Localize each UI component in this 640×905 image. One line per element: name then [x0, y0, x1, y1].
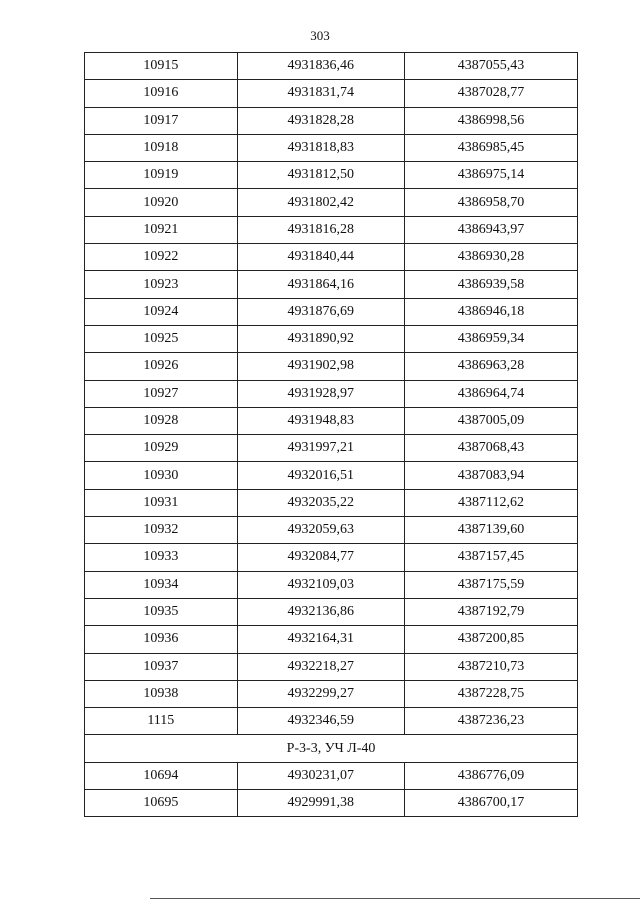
y-coordinate-cell: 4387112,62 — [404, 489, 577, 516]
x-coordinate-cell: 4932136,86 — [237, 598, 404, 625]
point-id-cell: 10934 — [85, 571, 238, 598]
table-row — [85, 271, 578, 298]
x-coordinate-cell: 4932059,63 — [237, 517, 404, 544]
x-coordinate-cell: 4932084,77 — [237, 544, 404, 571]
table-row — [85, 216, 578, 243]
x-coordinate-cell: 4931816,28 — [237, 216, 404, 243]
y-coordinate-cell: 4386975,14 — [404, 162, 577, 189]
y-coordinate-cell: 4387200,85 — [404, 626, 577, 653]
table-row — [85, 189, 578, 216]
table-row — [85, 134, 578, 161]
y-coordinate-cell: 4387192,79 — [404, 598, 577, 625]
table-row — [85, 435, 578, 462]
y-coordinate-cell: 4386946,18 — [404, 298, 577, 325]
table-row — [85, 653, 578, 680]
table-row — [85, 762, 578, 789]
table-row — [85, 380, 578, 407]
y-coordinate-cell: 4386939,58 — [404, 271, 577, 298]
table-row — [85, 298, 578, 325]
table-row — [85, 244, 578, 271]
x-coordinate-cell: 4931997,21 — [237, 435, 404, 462]
point-id-cell: 10928 — [85, 407, 238, 434]
table-row — [85, 162, 578, 189]
point-id-cell: 10920 — [85, 189, 238, 216]
table-row — [85, 626, 578, 653]
table-row — [85, 790, 578, 817]
point-id-cell: 10695 — [85, 790, 238, 817]
section-header-row — [85, 735, 578, 762]
table-row — [85, 325, 578, 352]
x-coordinate-cell: 4931818,83 — [237, 134, 404, 161]
y-coordinate-cell: 4386959,34 — [404, 325, 577, 352]
y-coordinate-cell: 4386963,28 — [404, 353, 577, 380]
y-coordinate-cell: 4386700,17 — [404, 790, 577, 817]
x-coordinate-cell: 4931840,44 — [237, 244, 404, 271]
table-row — [85, 544, 578, 571]
x-coordinate-cell: 4932109,03 — [237, 571, 404, 598]
table-row — [85, 107, 578, 134]
point-id-cell: 1115 — [85, 708, 238, 735]
x-coordinate-cell: 4931948,83 — [237, 407, 404, 434]
section-title: Р-3-3, УЧ Л-40 — [85, 735, 578, 762]
y-coordinate-cell: 4387005,09 — [404, 407, 577, 434]
point-id-cell: 10930 — [85, 462, 238, 489]
point-id-cell: 10918 — [85, 134, 238, 161]
y-coordinate-cell: 4386964,74 — [404, 380, 577, 407]
table-row — [85, 598, 578, 625]
y-coordinate-cell: 4387139,60 — [404, 517, 577, 544]
y-coordinate-cell: 4387157,45 — [404, 544, 577, 571]
point-id-cell: 10937 — [85, 653, 238, 680]
coordinate-table — [84, 52, 578, 817]
y-coordinate-cell: 4387083,94 — [404, 462, 577, 489]
x-coordinate-cell: 4932035,22 — [237, 489, 404, 516]
y-coordinate-cell: 4387236,23 — [404, 708, 577, 735]
table-row — [85, 517, 578, 544]
y-coordinate-cell: 4386930,28 — [404, 244, 577, 271]
point-id-cell: 10923 — [85, 271, 238, 298]
point-id-cell: 10936 — [85, 626, 238, 653]
x-coordinate-cell: 4931890,92 — [237, 325, 404, 352]
x-coordinate-cell: 4932218,27 — [237, 653, 404, 680]
point-id-cell: 10931 — [85, 489, 238, 516]
point-id-cell: 10938 — [85, 680, 238, 707]
y-coordinate-cell: 4387055,43 — [404, 53, 577, 80]
x-coordinate-cell: 4931802,42 — [237, 189, 404, 216]
x-coordinate-cell: 4931831,74 — [237, 80, 404, 107]
x-coordinate-cell: 4932016,51 — [237, 462, 404, 489]
point-id-cell: 10925 — [85, 325, 238, 352]
x-coordinate-cell: 4931828,28 — [237, 107, 404, 134]
x-coordinate-cell: 4931902,98 — [237, 353, 404, 380]
point-id-cell: 10915 — [85, 53, 238, 80]
y-coordinate-cell: 4386985,45 — [404, 134, 577, 161]
page-number: 303 — [310, 28, 330, 43]
point-id-cell: 10935 — [85, 598, 238, 625]
x-coordinate-cell: 4930231,07 — [237, 762, 404, 789]
point-id-cell: 10927 — [85, 380, 238, 407]
x-coordinate-cell: 4929991,38 — [237, 790, 404, 817]
point-id-cell: 10694 — [85, 762, 238, 789]
y-coordinate-cell: 4386943,97 — [404, 216, 577, 243]
y-coordinate-cell: 4386998,56 — [404, 107, 577, 134]
point-id-cell: 10916 — [85, 80, 238, 107]
table-row — [85, 462, 578, 489]
page-bottom-rule — [150, 898, 640, 899]
x-coordinate-cell: 4932164,31 — [237, 626, 404, 653]
point-id-cell: 10926 — [85, 353, 238, 380]
y-coordinate-cell: 4387028,77 — [404, 80, 577, 107]
point-id-cell: 10919 — [85, 162, 238, 189]
y-coordinate-cell: 4386958,70 — [404, 189, 577, 216]
x-coordinate-cell: 4931864,16 — [237, 271, 404, 298]
y-coordinate-cell: 4387228,75 — [404, 680, 577, 707]
point-id-cell: 10921 — [85, 216, 238, 243]
table-row — [85, 407, 578, 434]
x-coordinate-cell: 4932299,27 — [237, 680, 404, 707]
table-row — [85, 708, 578, 735]
table-row — [85, 489, 578, 516]
point-id-cell: 10932 — [85, 517, 238, 544]
table-row — [85, 680, 578, 707]
x-coordinate-cell: 4932346,59 — [237, 708, 404, 735]
table-row — [85, 571, 578, 598]
y-coordinate-cell: 4387068,43 — [404, 435, 577, 462]
point-id-cell: 10917 — [85, 107, 238, 134]
table-body — [85, 53, 578, 817]
x-coordinate-cell: 4931812,50 — [237, 162, 404, 189]
point-id-cell: 10922 — [85, 244, 238, 271]
x-coordinate-cell: 4931836,46 — [237, 53, 404, 80]
y-coordinate-cell: 4386776,09 — [404, 762, 577, 789]
table-row — [85, 53, 578, 80]
y-coordinate-cell: 4387175,59 — [404, 571, 577, 598]
point-id-cell: 10924 — [85, 298, 238, 325]
y-coordinate-cell: 4387210,73 — [404, 653, 577, 680]
table-row — [85, 80, 578, 107]
table-row — [85, 353, 578, 380]
x-coordinate-cell: 4931876,69 — [237, 298, 404, 325]
point-id-cell: 10929 — [85, 435, 238, 462]
x-coordinate-cell: 4931928,97 — [237, 380, 404, 407]
point-id-cell: 10933 — [85, 544, 238, 571]
